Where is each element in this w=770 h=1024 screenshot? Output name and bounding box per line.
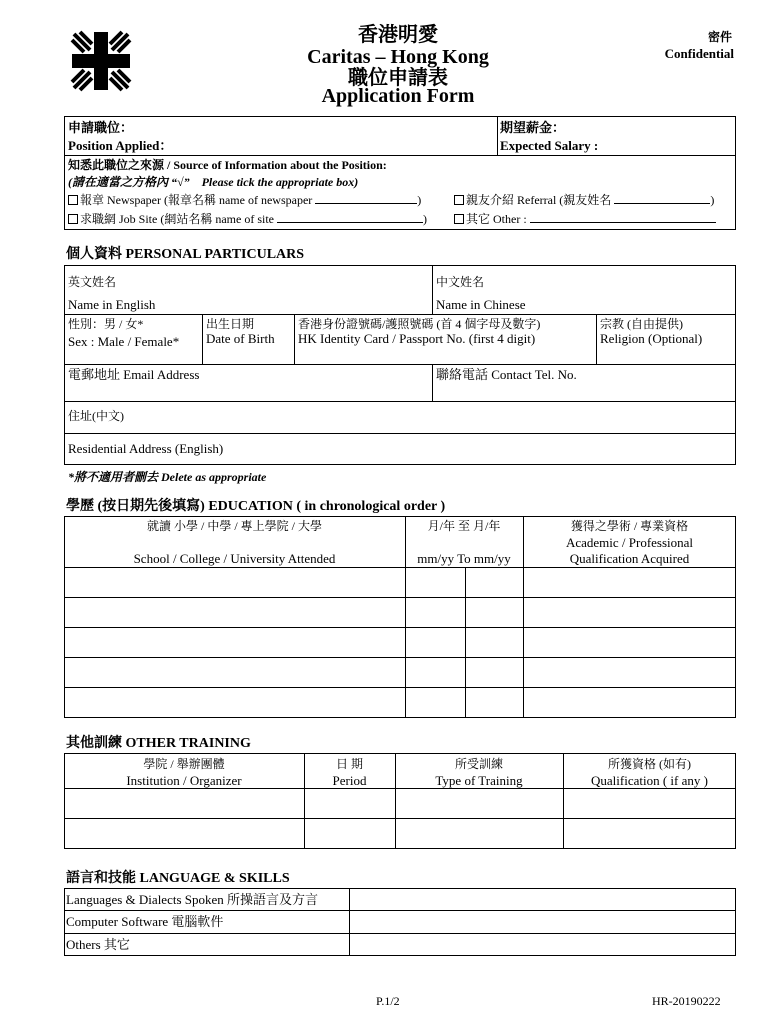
divider <box>64 364 736 365</box>
edu-col3-en1: Academic / Professional <box>565 535 694 550</box>
divider <box>64 627 736 628</box>
train-col2-zh: 日 期 <box>335 757 363 771</box>
other-blank[interactable] <box>530 212 716 223</box>
divider <box>64 818 736 819</box>
religion-label-zh: 宗教 (自由提供) <box>600 317 683 331</box>
divider <box>64 597 736 598</box>
section-personal: 個人資料 PERSONAL PARTICULARS <box>66 247 305 262</box>
confidential-en: Confidential <box>664 46 734 61</box>
divider <box>64 155 736 156</box>
divider <box>294 314 295 364</box>
source-note <box>68 175 358 189</box>
option-newspaper[interactable]: 報章 Newspaper (報章名稱 name of newspaper ) <box>68 193 421 207</box>
address-en-label[interactable]: Residential Address (English) <box>68 441 224 456</box>
divider <box>432 364 433 401</box>
name-zh-label[interactable]: Name in Chinese <box>436 297 526 312</box>
jobsite-checkbox[interactable] <box>68 214 78 224</box>
divider <box>465 567 466 718</box>
newspaper-blank[interactable] <box>315 193 417 204</box>
other-checkbox[interactable] <box>454 214 464 224</box>
referral-blank[interactable] <box>614 193 710 204</box>
newspaper-label: 報章 Newspaper (報章名稱 name of newspaper <box>80 193 313 207</box>
divider <box>64 933 736 934</box>
email-label[interactable]: 電郵地址 Email Address <box>68 367 200 382</box>
divider <box>596 314 597 364</box>
confidential-zh: 密件 <box>707 30 732 44</box>
divider <box>64 314 736 315</box>
referral-checkbox[interactable] <box>454 195 464 205</box>
source-note-en: Please tick the appropriate box) <box>201 175 359 189</box>
divider <box>349 888 350 956</box>
delete-note: *將不適用者刪去 Delete as appropriate <box>68 470 267 484</box>
edu-col3-en2: Qualification Acquired <box>569 551 690 566</box>
position-applied-label-en[interactable]: Position Applied： <box>68 138 173 153</box>
divider <box>405 516 406 718</box>
hkid-label-zh: 香港身份證號碼/護照號碼 (首 4 個字母及數字) <box>298 317 541 331</box>
dob-label-zh: 出生日期 <box>206 317 255 331</box>
referral-label: 親友介紹 Referral (親友姓名 <box>466 193 612 207</box>
skills-others-label[interactable]: Others 其它 <box>66 937 130 952</box>
expected-salary-label-zh: 期望薪金： <box>500 120 566 135</box>
sex-label-zh: 性別：男 / 女* <box>68 317 144 331</box>
option-other[interactable] <box>454 212 716 226</box>
train-col1-en: Institution / Organizer <box>126 773 242 788</box>
train-col1-zh: 學院 / 舉辦團體 <box>143 757 225 771</box>
org-name-en: Caritas – Hong Kong <box>307 46 489 68</box>
edu-col1-en: School / College / University Attended <box>133 551 336 566</box>
expected-salary-label-en[interactable]: Expected Salary : <box>500 138 599 153</box>
edu-col1-zh: 就讀 小學 / 中學 / 專上學院 / 大學 <box>146 519 322 533</box>
divider <box>64 788 736 789</box>
religion-label[interactable]: Religion (Optional) <box>600 331 703 346</box>
sex-label[interactable]: Sex : Male / Female* <box>68 334 180 349</box>
other-label: 其它 Other : <box>466 212 527 226</box>
name-zh-label-zh: 中文姓名 <box>436 275 485 289</box>
train-col3-en: Type of Training <box>435 773 523 788</box>
edu-col3-zh: 獲得之學術 / 專業資格 <box>570 519 689 533</box>
divider <box>64 910 736 911</box>
train-col4-en: Qualification ( if any ) <box>591 773 708 788</box>
form-title-zh: 職位申請表 <box>348 67 448 89</box>
edu-col2-en: mm/yy To mm/yy <box>417 551 511 566</box>
page-number: P.1/2 <box>376 994 400 1008</box>
name-en-label-zh: 英文姓名 <box>68 275 117 289</box>
org-name-zh: 香港明愛 <box>358 24 438 46</box>
section-education: 學歷 (按日期先後填寫) EDUCATION ( in chronological order ) <box>66 499 446 514</box>
train-col4-zh: 所獲資格 (如有) <box>608 757 691 771</box>
name-en-label[interactable]: Name in English <box>68 297 156 312</box>
option-jobsite[interactable]: 求職網 Job Site (網站名稱 name of site ) <box>68 212 427 226</box>
form-code: HR-20190222 <box>652 994 721 1008</box>
option-referral[interactable]: 親友介紹 Referral (親友姓名 ) <box>454 193 714 207</box>
address-zh-label[interactable]: 住址(中文) <box>68 409 124 423</box>
edu-col2-zh: 月/年 至 月/年 <box>427 519 501 533</box>
hkid-label[interactable]: HK Identity Card / Passport No. (first 4 digit) <box>298 331 536 346</box>
jobsite-label: 求職網 Job Site (網站名稱 name of site <box>80 212 274 226</box>
divider <box>497 116 498 156</box>
source-title: 知悉此職位之來源 / Source of Information about the Position: <box>68 158 387 172</box>
divider <box>64 433 736 434</box>
section-skills: 語言和技能 LANGUAGE & SKILLS <box>66 871 290 886</box>
train-col2-en: Period <box>332 773 367 788</box>
tel-label[interactable]: 聯絡電話 Contact Tel. No. <box>436 367 577 382</box>
divider <box>202 314 203 364</box>
personal-table <box>64 265 736 465</box>
skills-software-label[interactable]: Computer Software 電腦軟件 <box>66 914 224 929</box>
dob-label[interactable]: Date of Birth <box>206 331 275 346</box>
divider <box>64 657 736 658</box>
caritas-logo-icon <box>70 30 132 92</box>
skills-languages-label[interactable]: Languages & Dialects Spoken 所操語言及方言 <box>66 892 319 907</box>
divider <box>432 265 433 315</box>
divider <box>64 687 736 688</box>
position-applied-label-zh: 申請職位： <box>68 120 134 135</box>
train-col3-zh: 所受訓練 <box>454 757 503 771</box>
section-training: 其他訓練 OTHER TRAINING <box>66 736 251 751</box>
newspaper-checkbox[interactable] <box>68 195 78 205</box>
jobsite-blank[interactable] <box>277 212 423 223</box>
form-title-en: Application Form <box>321 85 475 107</box>
divider <box>64 567 736 568</box>
source-note-zh: (請在適當之方格內 “√” <box>68 175 190 189</box>
divider <box>64 401 736 402</box>
